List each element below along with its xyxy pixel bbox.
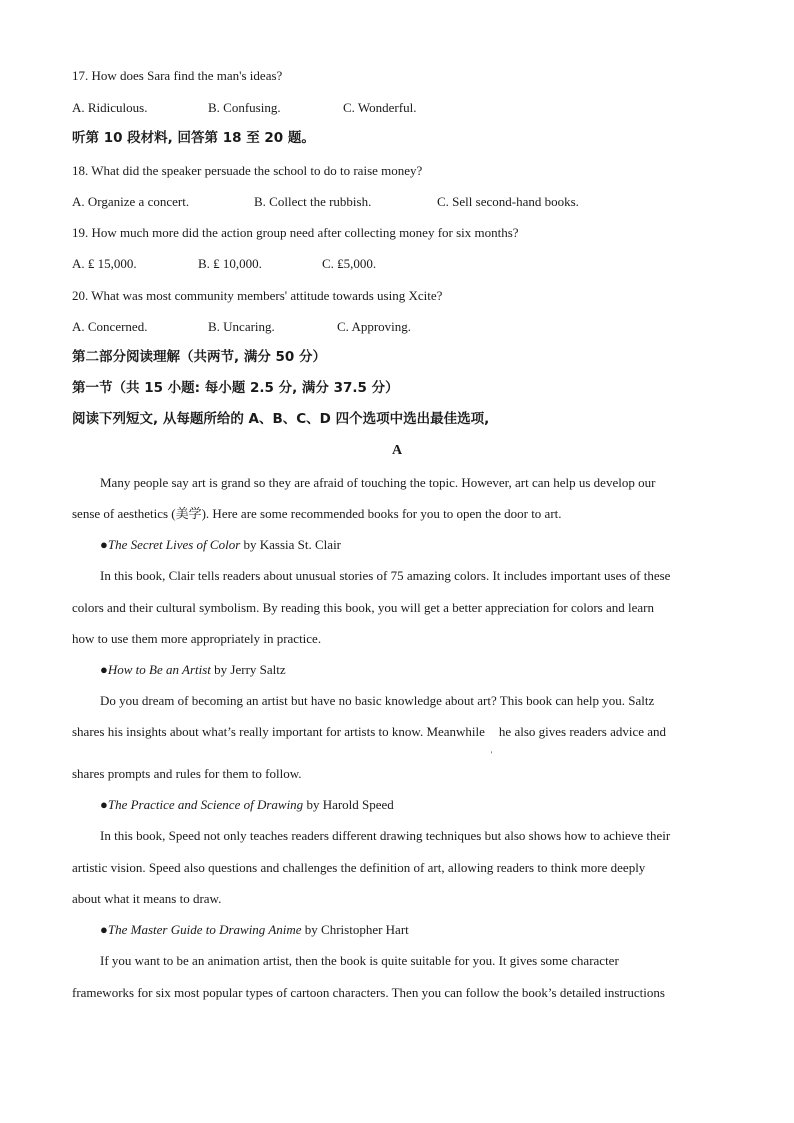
q17-option-b: B. Confusing. xyxy=(208,100,281,115)
paragraph-line: sense of aesthetics (美学). Here are some recommended books for you to open the door to art. xyxy=(72,506,562,521)
paragraph-line: artistic vision. Speed also questions and challenges the definition of art, allowing readers to think more deeply xyxy=(72,860,646,875)
paragraph-line: frameworks for six most popular types of cartoon characters. Then you can follow the book’s detailed instructions xyxy=(72,985,665,1000)
q20-option-a: A. Concerned. xyxy=(72,319,148,334)
book-author: by Kassia St. Clair xyxy=(240,537,342,552)
book-title: How to Be an Artist xyxy=(107,662,211,677)
book-title: The Master Guide to Drawing Anime xyxy=(107,922,302,937)
paragraph-line: about what it means to draw. xyxy=(72,891,222,906)
instructions: 阅读下列短文, 从每题所给的 A、B、C、D 四个选项中选出最佳选项, xyxy=(72,411,490,427)
book-entry-4: ●The Master Guide to Drawing Anime by Christopher Hart xyxy=(100,922,409,937)
book-title: The Practice and Science of Drawing xyxy=(107,797,304,812)
paragraph-fragment: shares his insights about what’s really important for artists to know. Meanwhile xyxy=(72,724,485,739)
book-author: by Christopher Hart xyxy=(301,922,409,937)
q17-option-a: A. Ridiculous. xyxy=(72,100,148,115)
paragraph-line: In this book, Speed not only teaches readers different drawing techniques but also shows how to achieve their xyxy=(100,828,671,843)
paragraph-line: Do you dream of becoming an artist but have no basic knowledge about art? This book can help you. Saltz xyxy=(100,693,655,708)
q19-stem: 19. How much more did the action group need after collecting money for six months? xyxy=(72,225,519,240)
paragraph-line: shares prompts and rules for them to follow. xyxy=(72,766,302,781)
section-10-heading: 听第 10 段材料, 回答第 18 至 20 题。 xyxy=(72,130,315,146)
book-entry-1: ●The Secret Lives of Color by Kassia St. Clair xyxy=(100,537,342,552)
q18-option-b: B. Collect the rubbish. xyxy=(254,194,372,209)
q19-options xyxy=(72,256,376,272)
q20-stem: 20. What was most community members' attitude towards using Xcite? xyxy=(72,288,443,303)
q19-option-c: C. ₤5,000. xyxy=(322,256,377,271)
book-entry-2: ●How to Be an Artist by Jerry Saltz xyxy=(100,662,286,677)
paragraph-line: how to use them more appropriately in practice. xyxy=(72,631,322,646)
paragraph-line: In this book, Clair tells readers about unusual stories of 75 amazing colors. It includes important uses of these xyxy=(100,568,671,583)
book-author: by Jerry Saltz xyxy=(210,662,286,677)
paragraph-fragment: he also gives readers advice and xyxy=(498,724,667,739)
q18-option-c: C. Sell second-hand books. xyxy=(437,194,579,209)
q20-option-c: C. Approving. xyxy=(337,319,412,334)
paragraph-line: colors and their cultural symbolism. By reading this book, you will get a better appreciation for colors and learn xyxy=(72,600,654,615)
book-author: by Harold Speed xyxy=(303,797,394,812)
q17-stem: 17. How does Sara find the man's ideas? xyxy=(72,68,283,83)
book-title: The Secret Lives of Color xyxy=(107,537,241,552)
paragraph-line: shares his insights about what’s really important for artists to know. Meanwhile ' he also gives readers advice and xyxy=(72,724,667,759)
q19-option-a: A. ₤ 15,000. xyxy=(72,256,137,271)
paragraph-line: Many people say art is grand so they are afraid of touching the topic. However, art can help us develop our xyxy=(100,475,656,490)
q18-stem: 18. What did the speaker persuade the school to do to raise money? xyxy=(72,163,423,178)
q20-option-b: B. Uncaring. xyxy=(208,319,275,334)
q18-option-a: A. Organize a concert. xyxy=(72,194,190,209)
q17-option-c: C. Wonderful. xyxy=(343,100,417,115)
paragraph-line: If you want to be an animation artist, then the book is quite suitable for you. It gives some character xyxy=(100,953,619,968)
book-entry-3: ●The Practice and Science of Drawing by Harold Speed xyxy=(100,797,394,812)
q18-options xyxy=(72,194,579,210)
section-1-heading: 第一节（共 15 小题: 每小题 2.5 分, 满分 37.5 分） xyxy=(72,380,399,396)
q19-option-b: B. ₤ 10,000. xyxy=(198,256,262,271)
passage-label: A xyxy=(391,443,403,458)
q17-options xyxy=(72,100,416,116)
q20-options xyxy=(72,319,411,335)
part-2-heading: 第二部分阅读理解（共两节, 满分 50 分） xyxy=(72,349,327,365)
